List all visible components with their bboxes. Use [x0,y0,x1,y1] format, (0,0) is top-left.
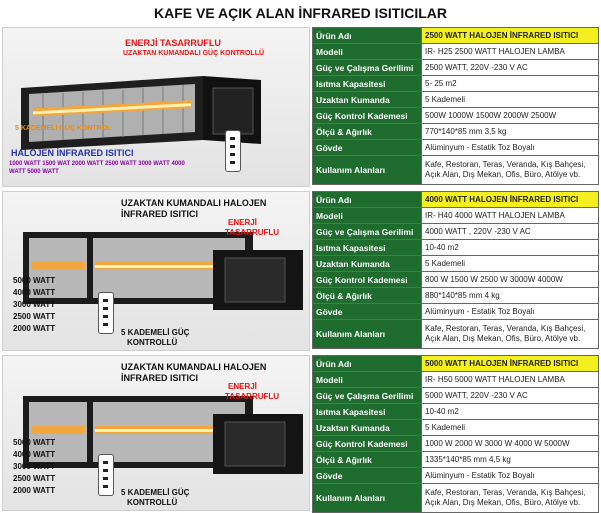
spec-row [313,44,599,60]
label-watt-2500: 2500 WATT [13,312,56,321]
spec-value: 5 Kademeli [422,420,599,436]
label-watt-4000: 4000 WATT [13,450,56,459]
spec-row [313,420,599,436]
spec-row [313,28,599,44]
spec-key: Modeli [313,44,422,60]
label-5-steps: 5 KADEMELİ GÜÇ [121,488,190,497]
spec-value: 5- 25 m2 [422,76,599,92]
spec-key: Ölçü & Ağırlık [313,288,422,304]
spec-value: Alüminyum - Estatik Toz Boyalı [422,468,599,484]
spec-value: 2500 WATT HALOJEN İNFRARED ISITICI [422,28,599,44]
label-remote-halogen: UZAKTAN KUMANDALI HALOJEN [121,362,267,372]
spec-value: IR- H50 5000 WATT HALOJEN LAMBA [422,372,599,388]
spec-value: 5000 WATT HALOJEN İNFRARED ISITICI [422,356,599,372]
spec-value: 1335*140*85 mm 4,5 kg [422,452,599,468]
spec-value: 5 Kademeli [422,256,599,272]
label-watt-5000: 5000 WATT [13,438,56,447]
spec-row [313,140,599,156]
label-energy: ENERJİ [228,382,257,391]
remote-control-image [225,130,241,172]
spec-row [313,224,599,240]
label-watt-4000: 4000 WATT [13,288,56,297]
spec-row [313,60,599,76]
spec-row [313,484,599,513]
spec-key: Isıtma Kapasitesi [313,240,422,256]
label-saving: TASARRUFLU [225,228,280,237]
spec-table-4000 [312,191,599,349]
spec-value: Kafe, Restoran, Teras, Veranda, Kış Bahçesi, Açık Alan, Dış Mekan, Ofis, Büro, Atölye vb. [422,484,599,513]
label-wattage-options-cont: WATT 5000 WATT [9,169,59,175]
spec-key: Modeli [313,208,422,224]
spec-key: Gövde [313,140,422,156]
spec-row [313,452,599,468]
spec-table-5000 [312,355,599,513]
spec-row [313,468,599,484]
label-watt-3000: 3000 WATT [13,300,56,309]
label-controlled: KONTROLLÜ [127,498,178,507]
spec-key: Uzaktan Kumanda [313,420,422,436]
spec-value: 880*140*85 mm 4 kg [422,288,599,304]
spec-value: 4000 WATT HALOJEN İNFRARED ISITICI [422,192,599,208]
spec-row [313,256,599,272]
spec-value: Kafe, Restoran, Teras, Veranda, Kış Bahçesi, Açık Alan, Dış Mekan, Ofis, Büro, Atölye vb. [422,156,599,185]
label-power-steps: 5 KADEMELİ GÜÇ KONTROL [15,125,112,132]
spec-value: 4000 WATT , 220V -230 V AC [422,224,599,240]
product-image-4000 [2,191,310,351]
label-watt-2000: 2000 WATT [13,324,56,333]
remote-control-image [98,454,114,496]
spec-row [313,76,599,92]
product-image-2500 [2,27,310,187]
spec-key: Ürün Adı [313,192,422,208]
spec-value: 5 Kademeli [422,92,599,108]
spec-row [313,240,599,256]
label-infrared-heater: İNFRARED ISITICI [121,373,199,383]
spec-row [313,388,599,404]
spec-key: Güç ve Çalışma Gerilimi [313,388,422,404]
label-5-steps: 5 KADEMELİ GÜÇ [121,328,190,337]
label-energy: ENERJİ [228,218,257,227]
spec-row [313,208,599,224]
spec-key: Güç Kontrol Kademesi [313,272,422,288]
spec-value: 770*140*85 mm 3,5 kg [422,124,599,140]
spec-key: Gövde [313,468,422,484]
spec-key: Isıtma Kapasitesi [313,76,422,92]
spec-key: Ölçü & Ağırlık [313,452,422,468]
label-wattage-options: 1000 WATT 1500 WAT 2000 WATT 2500 WATT 3000 WATT 4000 [9,161,185,167]
spec-row [313,436,599,452]
spec-row [313,356,599,372]
product-image-5000 [2,355,310,511]
spec-value: 2500 WATT, 220V -230 V AC [422,60,599,76]
spec-row [313,156,599,185]
spec-row [313,320,599,349]
product-section-5000 [2,355,599,511]
spec-row [313,404,599,420]
spec-value: Alüminyum - Estatik Toz Boyalı [422,140,599,156]
spec-row [313,272,599,288]
label-saving: TASARRUFLU [225,392,280,401]
spec-value: IR- H25 2500 WATT HALOJEN LAMBA [422,44,599,60]
spec-key: Ürün Adı [313,28,422,44]
label-controlled: KONTROLLÜ [127,338,178,347]
spec-value: 500W 1000W 1500W 2000W 2500W [422,108,599,124]
product-section-2500 [2,27,599,187]
spec-key: Ölçü & Ağırlık [313,124,422,140]
spec-value: Kafe, Restoran, Teras, Veranda, Kış Bahçesi, Açık Alan, Dış Mekan, Ofis, Büro, Atölye vb. [422,320,599,349]
spec-key: Güç ve Çalışma Gerilimi [313,224,422,240]
spec-value: Alüminyum - Estatik Toz Boyalı [422,304,599,320]
spec-value: 800 W 1500 W 2500 W 3000W 4000W [422,272,599,288]
label-remote-halogen: UZAKTAN KUMANDALI HALOJEN [121,198,267,208]
spec-row [313,108,599,124]
product-section-4000 [2,191,599,351]
spec-row [313,288,599,304]
spec-key: Ürün Adı [313,356,422,372]
spec-key: Uzaktan Kumanda [313,256,422,272]
spec-key: Kullanım Alanları [313,484,422,513]
spec-row [313,372,599,388]
label-infrared-heater: İNFRARED ISITICI [121,209,199,219]
spec-row [313,124,599,140]
spec-key: Gövde [313,304,422,320]
spec-value: 5000 WATT, 220V -230 V AC [422,388,599,404]
spec-key: Güç Kontrol Kademesi [313,436,422,452]
label-watt-5000: 5000 WATT [13,276,56,285]
spec-value: 10-40 m2 [422,240,599,256]
label-watt-2500: 2500 WATT [13,474,56,483]
spec-key: Kullanım Alanları [313,156,422,185]
label-energy-saving: ENERJİ TASARRUFLU [125,38,221,48]
label-halogen-heater: HALOJEN İNFRARED ISITICI [11,148,134,158]
label-watt-3000: 3000 WATT [13,462,56,471]
spec-value: 10-40 m2 [422,404,599,420]
spec-key: Güç Kontrol Kademesi [313,108,422,124]
spec-key: Kullanım Alanları [313,320,422,349]
spec-key: Güç ve Çalışma Gerilimi [313,60,422,76]
spec-key: Modeli [313,372,422,388]
spec-key: Isıtma Kapasitesi [313,404,422,420]
label-remote-control: UZAKTAN KUMANDALI GÜÇ KONTROLLÜ [123,50,265,57]
spec-row [313,192,599,208]
spec-key: Uzaktan Kumanda [313,92,422,108]
spec-row [313,92,599,108]
spec-table-2500 [312,27,599,185]
label-watt-2000: 2000 WATT [13,486,56,495]
spec-value: IR- H40 4000 WATT HALOJEN LAMBA [422,208,599,224]
page-title: KAFE VE AÇIK ALAN İNFRARED ISITICILAR [154,5,447,21]
remote-control-image [98,292,114,334]
spec-row [313,304,599,320]
spec-value: 1000 W 2000 W 3000 W 4000 W 5000W [422,436,599,452]
